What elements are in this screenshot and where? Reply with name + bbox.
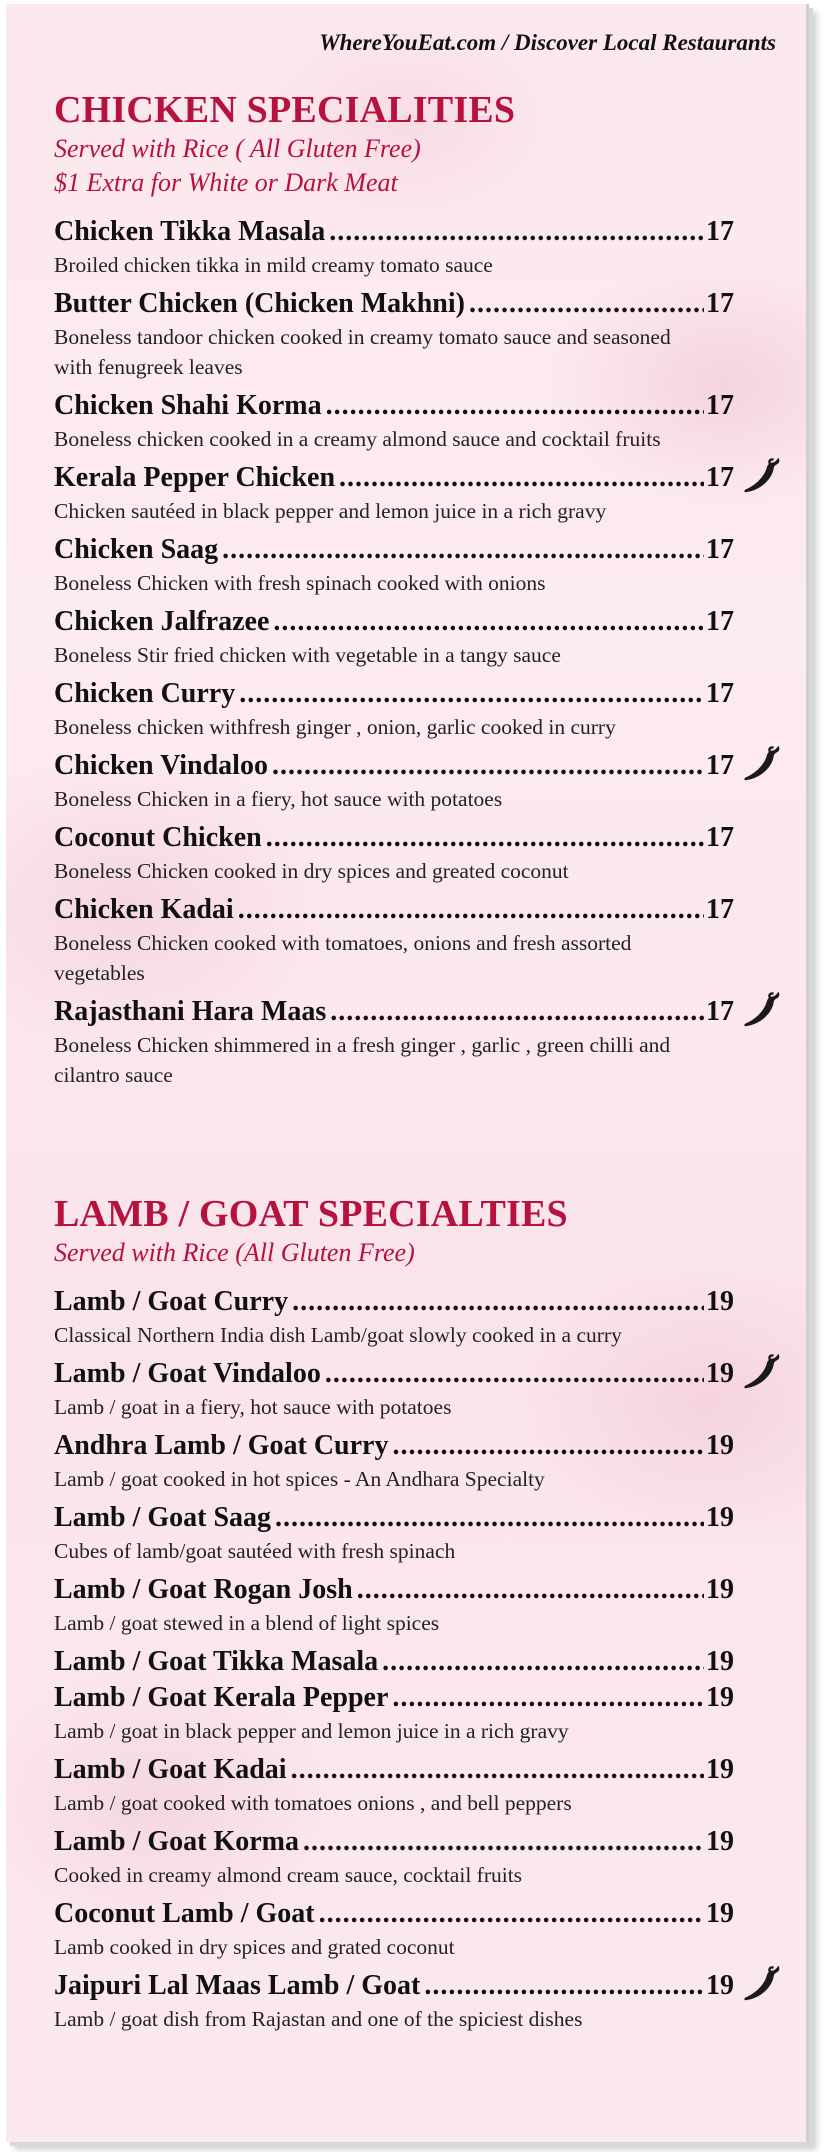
menu-item-description: Cubes of lamb/goat sautéed with fresh spinach: [54, 1539, 456, 1563]
menu-item-header: [54, 1680, 734, 1716]
menu-item-description: Cooked in creamy almond cream sauce, cocktail fruits: [54, 1863, 523, 1887]
menu-item-name: Lamb / Goat Saag: [54, 1502, 272, 1533]
dot-leader: [424, 1968, 704, 2004]
menu-item-price: 17: [706, 822, 734, 853]
dot-leader: [266, 820, 704, 856]
menu-item: [54, 1680, 734, 1746]
menu-item-header: [54, 460, 734, 496]
menu-item-description: Lamb / goat dish from Rajastan and one of the spiciest dishes: [54, 2007, 583, 2031]
menu-item: [54, 286, 734, 382]
menu-item-price: 17: [706, 606, 734, 637]
menu-item-price: 17: [706, 534, 734, 565]
dot-leader: [238, 892, 704, 928]
menu-item-description: Boneless chicken withfresh ginger , onion, garlic cooked in curry: [54, 715, 616, 739]
menu-item-header: [54, 1752, 734, 1788]
menu-item-header: [54, 1968, 734, 2004]
menu-item-list: [54, 1284, 734, 2034]
dot-leader: [469, 286, 704, 322]
menu-item-price: 19: [706, 1646, 734, 1677]
menu-item: [54, 532, 734, 598]
menu-item-name: Coconut Chicken: [54, 822, 262, 853]
menu-item-price: 17: [706, 678, 734, 709]
menu-item-description: Boneless tandoor chicken cooked in creamy tomato sauce and seasoned with fenugreek leaves: [54, 325, 671, 379]
menu-item-header: [54, 994, 734, 1030]
menu-item-header: [54, 1896, 734, 1932]
menu-item-header: [54, 1284, 734, 1320]
menu-item-header: [54, 1500, 734, 1536]
menu-item-description: Boneless Chicken cooked with tomatoes, onions and fresh assorted vegetables: [54, 931, 632, 985]
menu-item-name: Chicken Curry: [54, 678, 236, 709]
menu-item: [54, 676, 734, 742]
menu-item-header: [54, 1572, 734, 1608]
menu-item: [54, 1896, 734, 1962]
chili-pepper-icon: [740, 452, 786, 498]
menu-item: [54, 748, 734, 814]
dot-leader: [239, 676, 704, 712]
dot-leader: [292, 1284, 704, 1320]
menu-item-description: Boneless Stir fried chicken with vegetable in a tangy sauce: [54, 643, 561, 667]
menu-item-price: 17: [706, 996, 734, 1027]
menu-item-price: 19: [706, 1502, 734, 1533]
menu-item-header: [54, 892, 734, 928]
menu-item-header: [54, 676, 734, 712]
menu-item-header: [54, 1824, 734, 1860]
menu-item-name: Chicken Saag: [54, 534, 219, 565]
menu-item: [54, 820, 734, 886]
chili-pepper-icon: [740, 1960, 786, 2006]
menu-item-price: 17: [706, 390, 734, 421]
chicken-section: [54, 88, 734, 1096]
dot-leader: [303, 1824, 704, 1860]
section-subtitle: Served with Rice (All Gluten Free): [54, 1238, 415, 1267]
menu-item: [54, 214, 734, 280]
menu-item-price: 19: [706, 1430, 734, 1461]
menu-item: [54, 388, 734, 454]
menu-item-name: Lamb / Goat Curry: [54, 1286, 289, 1317]
menu-item-list: [54, 214, 734, 1090]
menu-item: [54, 1572, 734, 1638]
menu-item-name: Chicken Tikka Masala: [54, 216, 326, 247]
menu-item: [54, 604, 734, 670]
menu-item: [54, 1644, 734, 1680]
dot-leader: [357, 1572, 704, 1608]
dot-leader: [319, 1896, 704, 1932]
dot-leader: [392, 1680, 704, 1716]
dot-leader: [326, 388, 704, 424]
menu-item-description: Chicken sautéed in black pepper and lemon juice in a rich gravy: [54, 499, 607, 523]
menu-item-header: [54, 1428, 734, 1464]
dot-leader: [339, 460, 704, 496]
menu-item-header: [54, 286, 734, 322]
menu-page: [6, 4, 809, 2142]
menu-item-name: Rajasthani Hara Maas: [54, 996, 327, 1027]
menu-item-description: Boneless Chicken in a fiery, hot sauce with potatoes: [54, 787, 503, 811]
menu-item-price: 19: [706, 1682, 734, 1713]
menu-item-description: Boneless chicken cooked in a creamy almond sauce and cocktail fruits: [54, 427, 661, 451]
dot-leader: [222, 532, 704, 568]
menu-item-description: Lamb / goat in a fiery, hot sauce with potatoes: [54, 1395, 452, 1419]
dot-leader: [325, 1356, 704, 1392]
menu-item-price: 19: [706, 1826, 734, 1857]
menu-item-description: Boneless Chicken with fresh spinach cooked with onions: [54, 571, 546, 595]
chili-pepper-icon: [740, 740, 786, 786]
lamb-section: [54, 1192, 734, 2040]
menu-item-name: Lamb / Goat Rogan Josh: [54, 1574, 353, 1605]
menu-item-name: Chicken Kadai: [54, 894, 234, 925]
section-subtitle-extra: $1 Extra for White or Dark Meat: [54, 168, 398, 197]
chili-pepper-icon: [740, 1348, 786, 1394]
menu-item-description: Lamb / goat cooked in hot spices - An Andhara Specialty: [54, 1467, 545, 1491]
dot-leader: [291, 1752, 704, 1788]
menu-item-description: Lamb / goat in black pepper and lemon juice in a rich gravy: [54, 1719, 569, 1743]
dot-leader: [329, 214, 704, 250]
menu-item-name: Chicken Shahi Korma: [54, 390, 322, 421]
menu-item: [54, 1752, 734, 1818]
menu-item-name: Kerala Pepper Chicken: [54, 462, 336, 493]
menu-item: [54, 1824, 734, 1890]
menu-item-description: Boneless Chicken shimmered in a fresh ginger , garlic , green chilli and cilantro sauce: [54, 1033, 671, 1087]
menu-item-header: [54, 604, 734, 640]
menu-item-name: Andhra Lamb / Goat Curry: [54, 1430, 389, 1461]
menu-item-description: Broiled chicken tikka in mild creamy tomato sauce: [54, 253, 493, 277]
menu-item-price: 19: [706, 1286, 734, 1317]
menu-item-name: Coconut Lamb / Goat: [54, 1898, 315, 1929]
dot-leader: [382, 1644, 704, 1680]
menu-item-name: Lamb / Goat Vindaloo: [54, 1358, 321, 1389]
menu-item-header: [54, 1644, 734, 1680]
menu-item-name: Lamb / Goat Kadai: [54, 1754, 287, 1785]
menu-item-price: 19: [706, 1970, 734, 2001]
menu-item-header: [54, 388, 734, 424]
menu-item-name: Chicken Vindaloo: [54, 750, 268, 781]
menu-item-name: Butter Chicken (Chicken Makhni): [54, 288, 465, 319]
menu-item-description: Boneless Chicken cooked in dry spices and greated coconut: [54, 859, 569, 883]
section-title: CHICKEN SPECIALITIES: [54, 89, 516, 131]
menu-item-name: Lamb / Goat Tikka Masala: [54, 1646, 379, 1677]
menu-item-price: 19: [706, 1574, 734, 1605]
menu-item: [54, 1284, 734, 1350]
menu-item-description: Lamb / goat stewed in a blend of light spices: [54, 1611, 440, 1635]
menu-item-description: Classical Northern India dish Lamb/goat slowly cooked in a curry: [54, 1323, 622, 1347]
menu-item-price: 17: [706, 894, 734, 925]
menu-item-name: Lamb / Goat Kerala Pepper: [54, 1682, 389, 1713]
section-title: LAMB / GOAT SPECIALTIES: [54, 1193, 568, 1235]
dot-leader: [275, 1500, 704, 1536]
menu-item-header: [54, 820, 734, 856]
menu-item: [54, 892, 734, 988]
menu-item-name: Jaipuri Lal Maas Lamb / Goat: [54, 1970, 421, 2001]
menu-item: [54, 1356, 734, 1422]
dot-leader: [330, 994, 704, 1030]
menu-item: [54, 1500, 734, 1566]
menu-item-description: Lamb / goat cooked with tomatoes onions , and bell peppers: [54, 1791, 572, 1815]
menu-item: [54, 1428, 734, 1494]
menu-item-header: [54, 1356, 734, 1392]
menu-item-price: 17: [706, 750, 734, 781]
menu-item-price: 17: [706, 216, 734, 247]
dot-leader: [272, 748, 704, 784]
dot-leader: [273, 604, 704, 640]
menu-item-name: Chicken Jalfrazee: [54, 606, 270, 637]
menu-item-price: 19: [706, 1754, 734, 1785]
menu-item: [54, 1968, 734, 2034]
section-subtitle: Served with Rice ( All Gluten Free): [54, 134, 421, 163]
watermark-text: WhereYouEat.com / Discover Local Restaurants: [319, 30, 776, 55]
menu-item-description: Lamb cooked in dry spices and grated coconut: [54, 1935, 455, 1959]
menu-item: [54, 994, 734, 1090]
menu-item-price: 17: [706, 462, 734, 493]
menu-item-header: [54, 532, 734, 568]
menu-item-price: 19: [706, 1358, 734, 1389]
menu-item-name: Lamb / Goat Korma: [54, 1826, 299, 1857]
menu-item-price: 19: [706, 1898, 734, 1929]
menu-item-header: [54, 748, 734, 784]
menu-item-price: 17: [706, 288, 734, 319]
menu-item: [54, 460, 734, 526]
chili-pepper-icon: [740, 986, 786, 1032]
dot-leader: [392, 1428, 704, 1464]
menu-item-header: [54, 214, 734, 250]
